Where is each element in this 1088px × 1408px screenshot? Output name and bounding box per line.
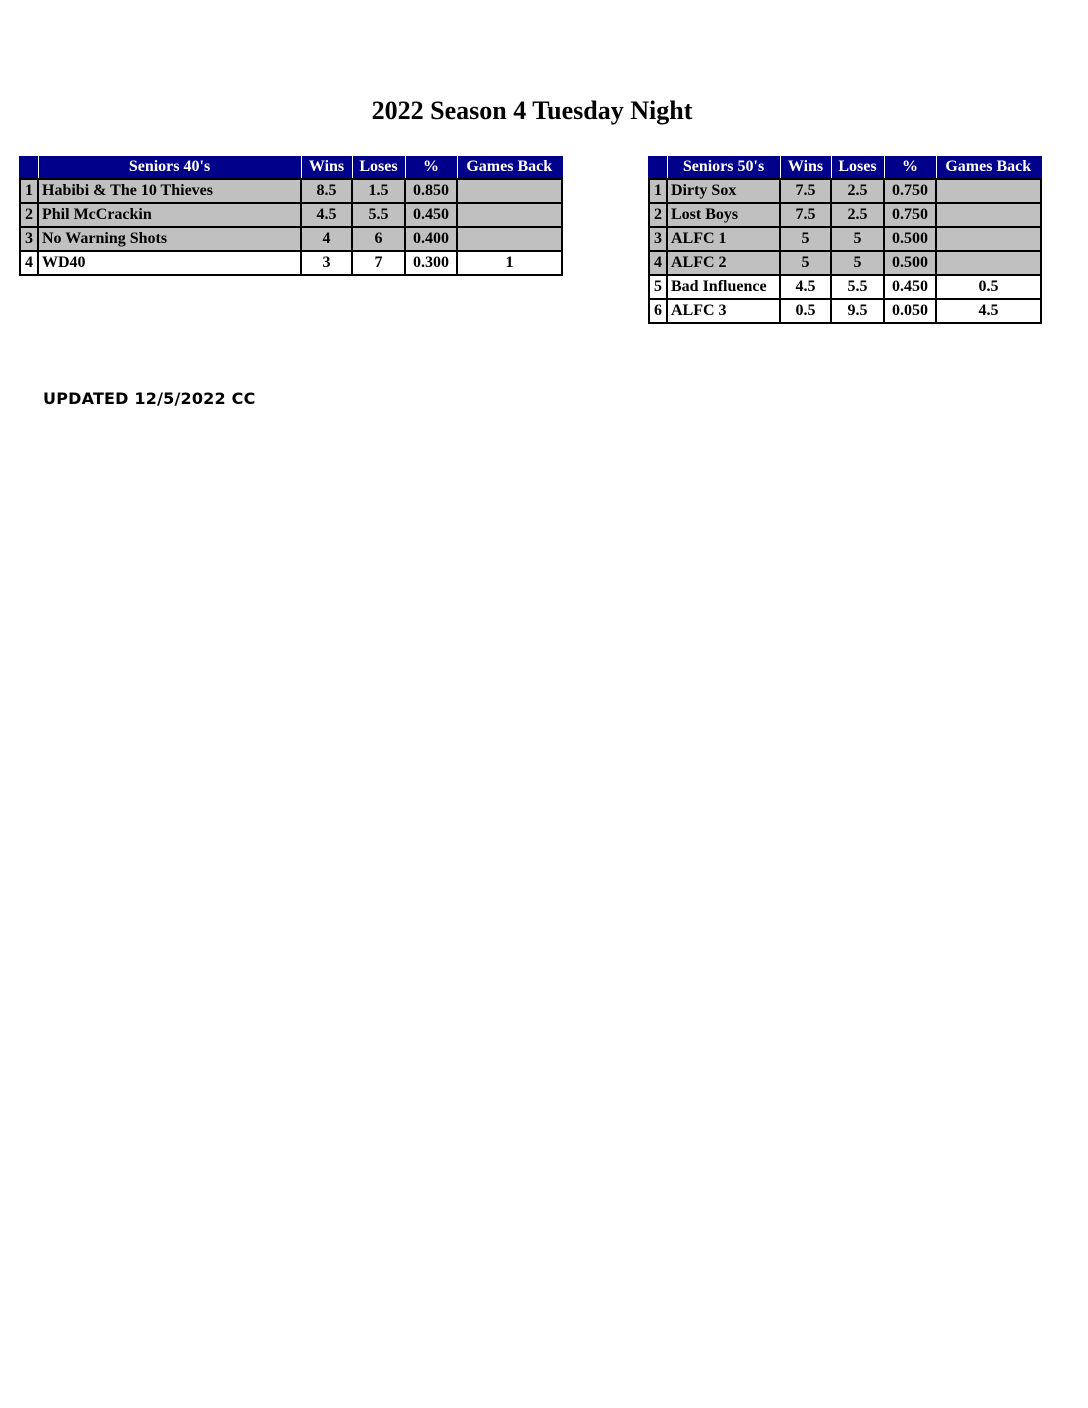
team-name-cell: Habibi & The 10 Thieves (38, 179, 301, 203)
loses-cell: 6 (352, 227, 405, 251)
wins-column-header: Wins (301, 156, 352, 179)
table-row (649, 251, 1041, 275)
seniors-40-standings-table (19, 156, 563, 276)
loses-cell: 1.5 (352, 179, 405, 203)
rank-cell: 1 (649, 179, 667, 203)
pct-cell: 0.050 (884, 299, 936, 323)
pct-cell: 0.450 (405, 203, 457, 227)
pct-cell: 0.750 (884, 203, 936, 227)
games-back-cell (936, 227, 1041, 251)
rank-column-header (649, 156, 667, 179)
team-name-cell: Phil McCrackin (38, 203, 301, 227)
games-back-cell: 4.5 (936, 299, 1041, 323)
pct-cell: 0.400 (405, 227, 457, 251)
division-heading: Seniors 50's (667, 156, 780, 179)
team-name-cell: ALFC 3 (667, 299, 780, 323)
pct-column-header: % (884, 156, 936, 179)
games-back-cell: 1 (457, 251, 562, 275)
pct-column-header: % (405, 156, 457, 179)
games-back-cell (936, 251, 1041, 275)
table-row (649, 179, 1041, 203)
loses-cell: 5 (831, 251, 884, 275)
wins-cell: 7.5 (780, 203, 831, 227)
loses-cell: 5.5 (352, 203, 405, 227)
pct-cell: 0.750 (884, 179, 936, 203)
rank-cell: 6 (649, 299, 667, 323)
team-name-cell: ALFC 2 (667, 251, 780, 275)
pct-cell: 0.500 (884, 227, 936, 251)
rank-cell: 3 (649, 227, 667, 251)
wins-cell: 8.5 (301, 179, 352, 203)
page-title: 2022 Season 4 Tuesday Night (371, 96, 693, 125)
wins-cell: 4 (301, 227, 352, 251)
pct-cell: 0.850 (405, 179, 457, 203)
team-name-cell: WD40 (38, 251, 301, 275)
team-name-cell: Lost Boys (667, 203, 780, 227)
games-back-cell (936, 179, 1041, 203)
wins-cell: 7.5 (780, 179, 831, 203)
seniors-40-header-row (20, 156, 562, 179)
team-name-cell: Bad Influence (667, 275, 780, 299)
table-row (649, 299, 1041, 323)
pct-cell: 0.500 (884, 251, 936, 275)
games-back-cell (457, 179, 562, 203)
loses-cell: 2.5 (831, 179, 884, 203)
loses-column-header: Loses (831, 156, 884, 179)
games-back-column-header: Games Back (936, 156, 1041, 179)
rank-cell: 4 (649, 251, 667, 275)
rank-cell: 3 (20, 227, 38, 251)
seniors-50-header-row (649, 156, 1041, 179)
updated-note: UPDATED 12/5/2022 CC (43, 389, 256, 408)
team-name-cell: ALFC 1 (667, 227, 780, 251)
rank-cell: 2 (20, 203, 38, 227)
loses-cell: 5 (831, 227, 884, 251)
pct-cell: 0.300 (405, 251, 457, 275)
table-row (649, 275, 1041, 299)
table-row (649, 203, 1041, 227)
table-row (20, 179, 562, 203)
wins-cell: 5 (780, 227, 831, 251)
seniors-50-standings-table (648, 156, 1042, 324)
loses-cell: 9.5 (831, 299, 884, 323)
rank-cell: 4 (20, 251, 38, 275)
team-name-cell: No Warning Shots (38, 227, 301, 251)
table-row (20, 251, 562, 275)
wins-cell: 0.5 (780, 299, 831, 323)
pct-cell: 0.450 (884, 275, 936, 299)
table-row (20, 227, 562, 251)
wins-cell: 5 (780, 251, 831, 275)
wins-column-header: Wins (780, 156, 831, 179)
games-back-cell: 0.5 (936, 275, 1041, 299)
loses-cell: 5.5 (831, 275, 884, 299)
loses-cell: 2.5 (831, 203, 884, 227)
rank-cell: 1 (20, 179, 38, 203)
games-back-column-header: Games Back (457, 156, 562, 179)
table-row (649, 227, 1041, 251)
rank-cell: 2 (649, 203, 667, 227)
table-row (20, 203, 562, 227)
wins-cell: 3 (301, 251, 352, 275)
division-heading: Seniors 40's (38, 156, 301, 179)
wins-cell: 4.5 (301, 203, 352, 227)
games-back-cell (457, 227, 562, 251)
games-back-cell (936, 203, 1041, 227)
loses-cell: 7 (352, 251, 405, 275)
loses-column-header: Loses (352, 156, 405, 179)
team-name-cell: Dirty Sox (667, 179, 780, 203)
rank-cell: 5 (649, 275, 667, 299)
wins-cell: 4.5 (780, 275, 831, 299)
rank-column-header (20, 156, 38, 179)
games-back-cell (457, 203, 562, 227)
